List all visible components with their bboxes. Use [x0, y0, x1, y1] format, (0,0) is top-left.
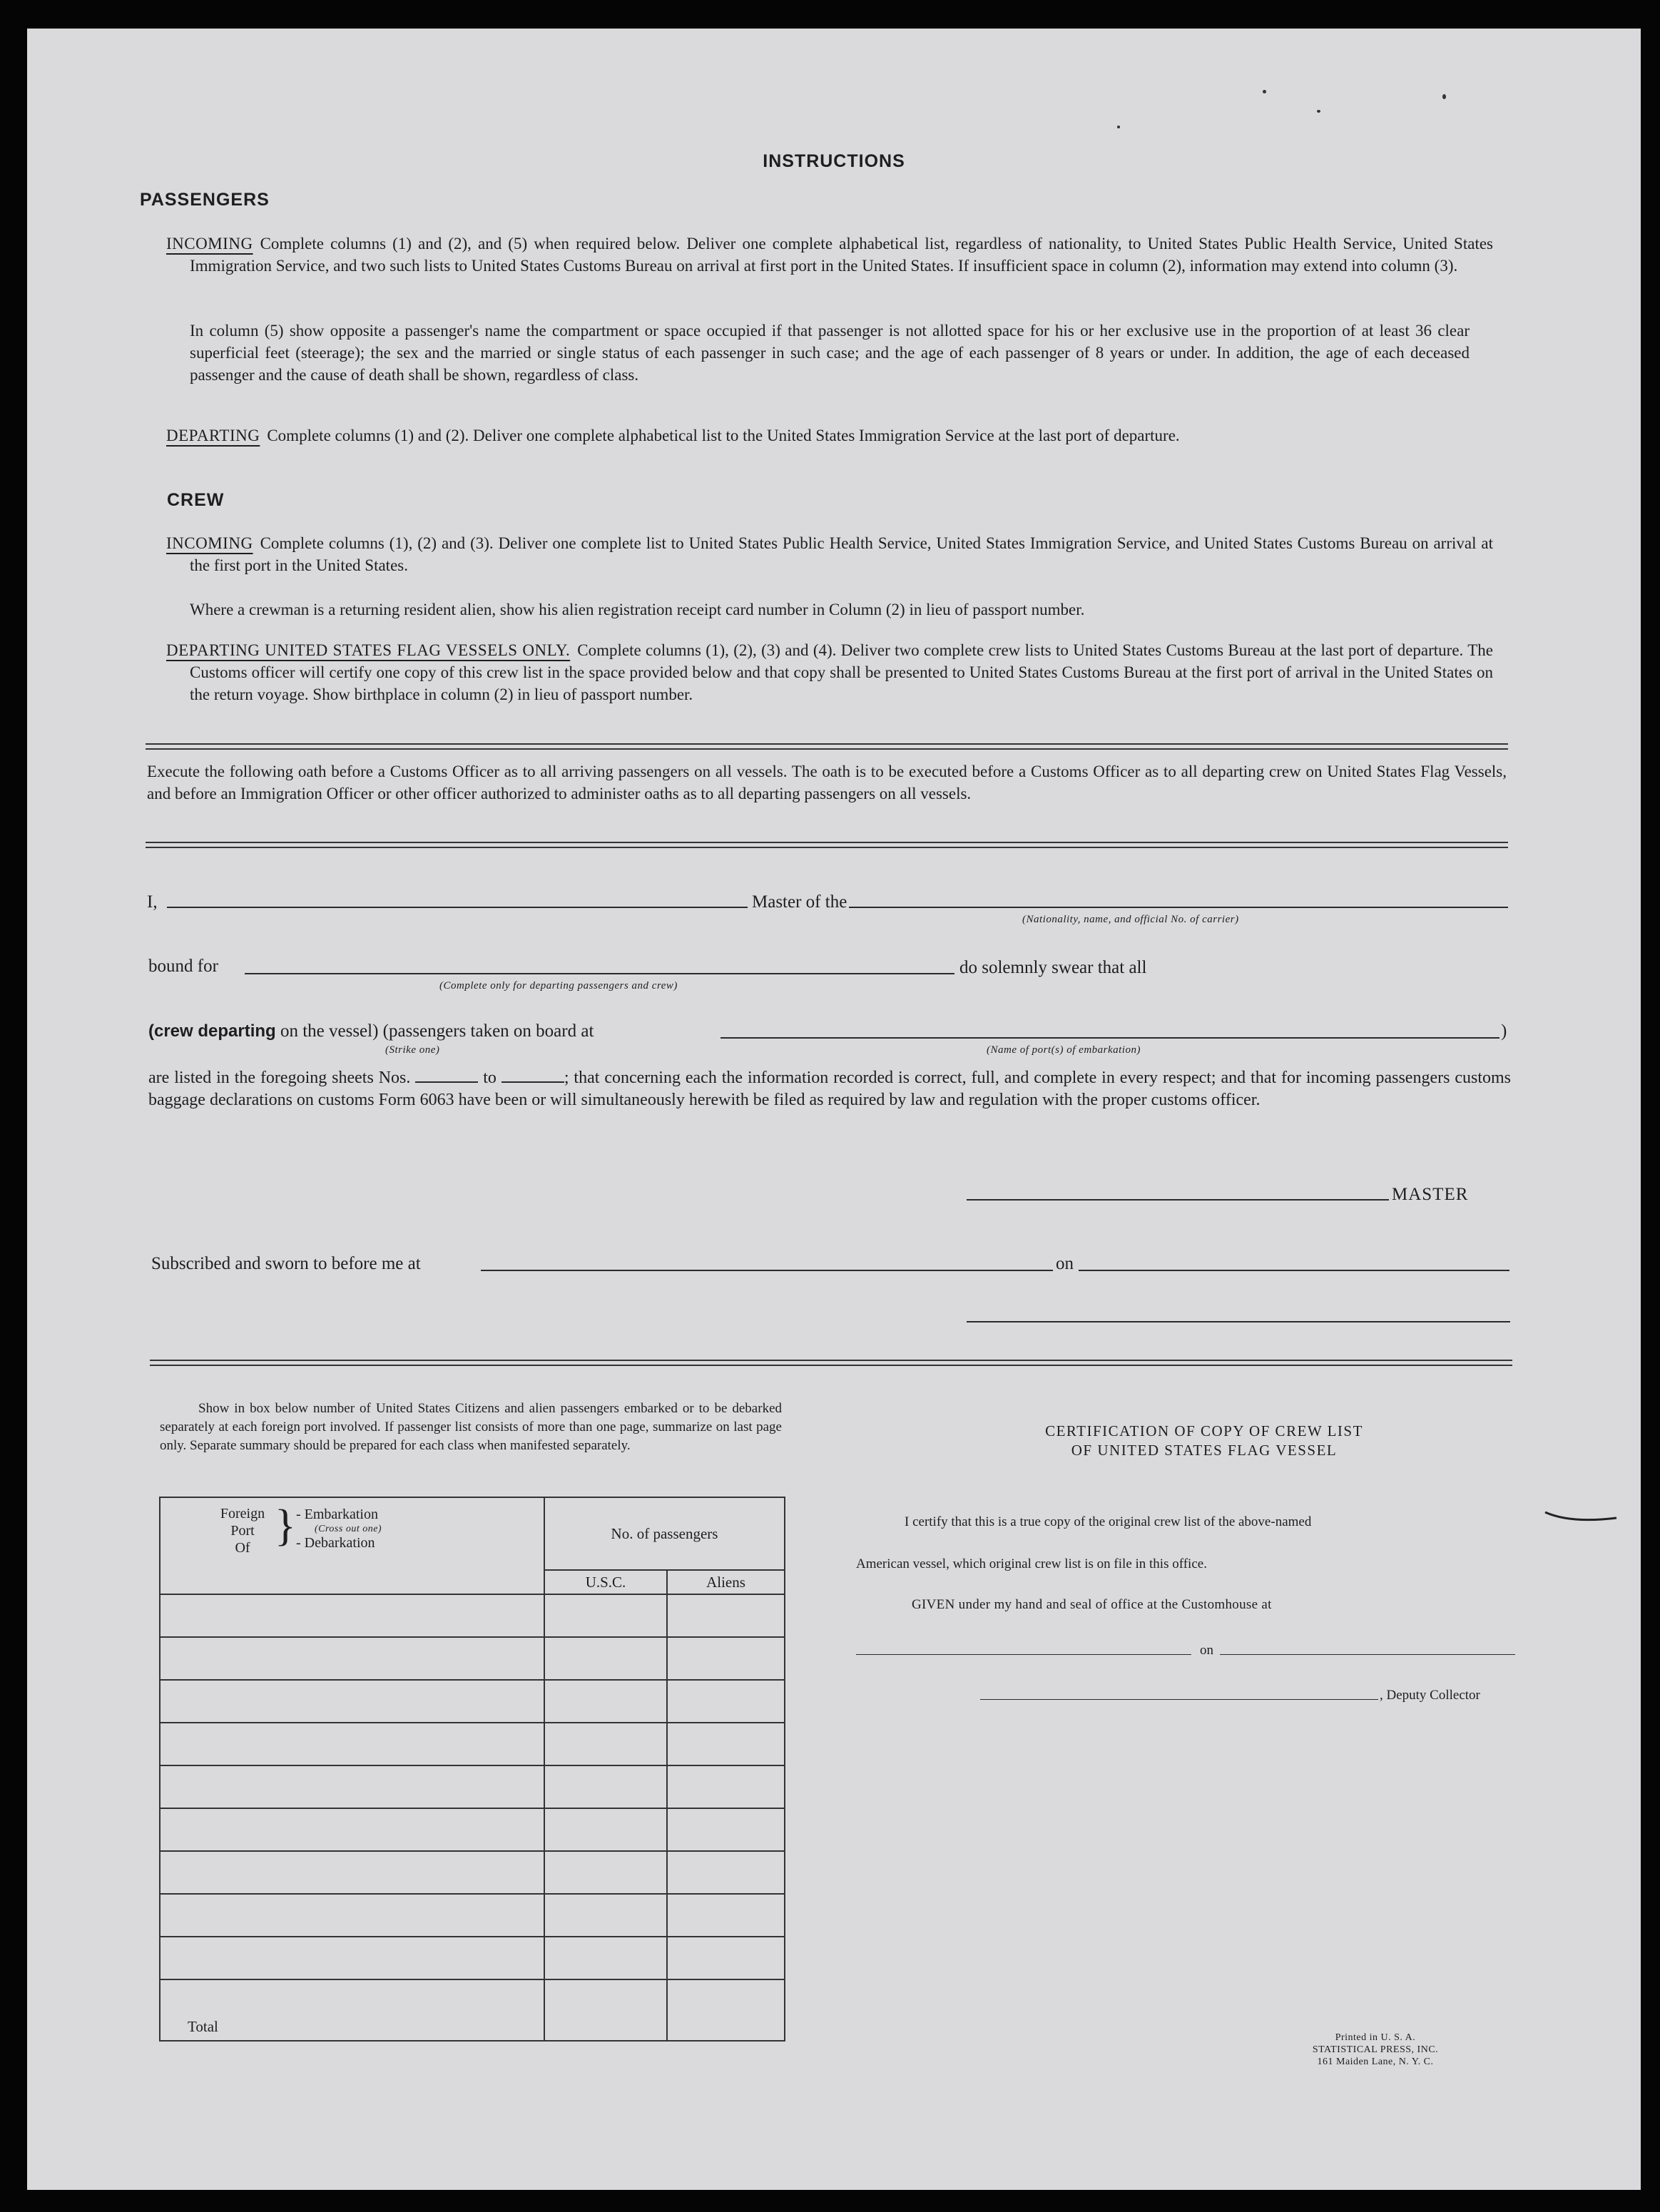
crew-incoming-paragraph — [166, 532, 1493, 576]
usc-cell[interactable] — [544, 1680, 667, 1723]
printer-imprint — [1283, 2032, 1468, 2068]
ink-speck — [1317, 110, 1320, 113]
bound-for-label: bound for — [148, 957, 218, 976]
ink-speck — [1442, 94, 1446, 99]
section-divider — [150, 1360, 1512, 1366]
pen-mark-icon — [1542, 1508, 1621, 1525]
section-divider — [146, 743, 1508, 750]
carrier-field[interactable] — [849, 907, 1508, 908]
usc-cell[interactable] — [544, 1851, 667, 1894]
subscribed-label: Subscribed and sworn to before me at — [151, 1254, 421, 1273]
port-cell[interactable] — [160, 1894, 544, 1937]
listed-paragraph — [148, 1067, 1511, 1111]
passengers-incoming-paragraph — [166, 233, 1493, 277]
usc-cell[interactable] — [544, 1894, 667, 1937]
port-cell[interactable] — [160, 1723, 544, 1765]
aliens-total-cell[interactable] — [667, 1979, 785, 2041]
aliens-cell[interactable] — [667, 1851, 785, 1894]
usc-total-cell[interactable] — [544, 1979, 667, 2041]
crew-departing-paragraph — [166, 639, 1493, 705]
aliens-cell[interactable] — [667, 1765, 785, 1808]
crew-departing-option[interactable]: (crew departing — [148, 1021, 276, 1041]
ink-speck — [1117, 126, 1120, 128]
total-label: Total — [160, 1979, 544, 2041]
listed-text-end: ; that concerning each the information recorded is correct, full, and complete in every respect; and that for incoming passengers customs baggage declarations on customs Form 6063 have been or will simultaneously herewith be filed as required by law and regulation with the proper customs officer. — [148, 1069, 1512, 1109]
crew-departing-label: DEPARTING UNITED STATES FLAG VESSELS ONLY. — [166, 641, 571, 659]
column5-paragraph: In column (5) show opposite a passenger's name the compartment or space occupied if that passenger is not allotted space for his or her exclusive use in the proportion of at least 36 clear superficial feet (steerage); the sex and the married or single status of each passenger in such case; and the age of each passenger of 8 years or under. In addition, the age of each deceased passenger and the cause of death shall be shown, regardless of class. — [190, 322, 1470, 384]
of-text: Of — [235, 1540, 250, 1556]
deputy-signature-field[interactable] — [980, 1699, 1378, 1700]
close-paren: ) — [1501, 1021, 1507, 1041]
i-label: I, — [147, 892, 158, 912]
given-line: GIVEN under my hand and seal of office at the Customhouse at — [912, 1597, 1272, 1612]
certify-line2: American vessel, which original crew list is on file in this office. — [856, 1556, 1207, 1571]
departing-label: DEPARTING — [166, 427, 260, 444]
aliens-cell[interactable] — [667, 1594, 785, 1637]
aliens-cell[interactable] — [667, 1937, 785, 1979]
aliens-cell[interactable] — [667, 1894, 785, 1937]
master-of-label: Master of the — [752, 892, 847, 912]
cert-date-field[interactable] — [1220, 1654, 1515, 1655]
cert-on-label: on — [1200, 1643, 1213, 1658]
section-divider — [146, 842, 1508, 848]
sheet-from-field[interactable] — [415, 1081, 478, 1083]
strike-caption: (Strike one) — [385, 1044, 440, 1056]
usc-cell[interactable] — [544, 1808, 667, 1851]
crew-heading: CREW — [167, 490, 225, 510]
officer-signature-field[interactable] — [967, 1321, 1510, 1322]
no-passengers-header: No. of passengers — [544, 1497, 785, 1570]
customhouse-field[interactable] — [856, 1654, 1191, 1655]
embarkation-port-field[interactable] — [720, 1037, 1499, 1039]
sheet-to-field[interactable] — [501, 1081, 564, 1083]
embarkation-option[interactable]: - Embarkation — [296, 1507, 378, 1522]
bound-caption: (Complete only for departing passengers and crew) — [439, 980, 678, 992]
usc-header: U.S.C. — [544, 1570, 667, 1594]
oath-intro: Execute the following oath before a Customs Officer as to all arriving passengers on all vessels. The oath is to be executed before a Customs Officer as to all departing crew on United States Flag Vessels, and before an Immigration Officer or other officer authorized to administer oaths as to all departing passengers on all vessels. — [147, 763, 1507, 802]
foreign-port-of — [210, 1505, 275, 1556]
usc-cell[interactable] — [544, 1765, 667, 1808]
brace-icon: } — [275, 1502, 296, 1550]
port-cell[interactable] — [160, 1937, 544, 1979]
deputy-collector-label: , Deputy Collector — [1380, 1688, 1480, 1703]
passengers-heading: PASSENGERS — [140, 190, 270, 210]
master-signature-field[interactable] — [967, 1199, 1389, 1201]
printer-line2: STATISTICAL PRESS, INC. — [1312, 2044, 1439, 2055]
crew-incoming-text: Complete columns (1), (2) and (3). Deliver one complete list to United States Public Health Service, United States Immigration Service, and United States Customs Bureau on arrival at the first port in the United States. — [190, 534, 1493, 574]
listed-to-label: to — [483, 1069, 497, 1087]
usc-cell[interactable] — [544, 1594, 667, 1637]
master-name-field[interactable] — [167, 907, 748, 908]
sworn-date-field[interactable] — [1079, 1270, 1509, 1271]
printer-line1: Printed in U. S. A. — [1335, 2032, 1416, 2043]
port-cell[interactable] — [160, 1637, 544, 1680]
port-cell[interactable] — [160, 1680, 544, 1723]
port-cell[interactable] — [160, 1765, 544, 1808]
usc-cell[interactable] — [544, 1637, 667, 1680]
port-cell[interactable] — [160, 1851, 544, 1894]
on-label: on — [1056, 1254, 1074, 1273]
usc-cell[interactable] — [544, 1723, 667, 1765]
certification-title-line2: OF UNITED STATES FLAG VESSEL — [1071, 1442, 1338, 1459]
departing-text: Complete columns (1) and (2). Deliver one complete alphabetical list to the United States Immigration Service at the last port of departure. — [267, 427, 1180, 444]
master-label: MASTER — [1392, 1185, 1469, 1204]
aliens-cell[interactable] — [667, 1637, 785, 1680]
ink-speck — [1263, 90, 1266, 93]
summary-note: Show in box below number of United States Citizens and alien passengers embarked or to be debarked separately at each foreign port involved. If passenger list consists of more than one page, summarize on last page only. Separate summary should be prepared for each class when manifested separately. — [160, 1401, 782, 1453]
embark-options — [296, 1507, 382, 1551]
certification-title-line1: CERTIFICATION OF COPY OF CREW LIST — [1045, 1422, 1363, 1439]
carrier-caption: (Nationality, name, and official No. of carrier) — [1022, 914, 1239, 925]
aliens-cell[interactable] — [667, 1808, 785, 1851]
foreign-text: Foreign — [220, 1506, 265, 1522]
sworn-place-field[interactable] — [481, 1270, 1053, 1271]
strike-choice-line — [148, 1021, 594, 1041]
usc-cell[interactable] — [544, 1937, 667, 1979]
debarkation-option[interactable]: - Debarkation — [296, 1535, 375, 1551]
passenger-summary-table — [159, 1497, 785, 2042]
form-page — [27, 29, 1641, 2190]
crew-departing-text: Complete columns (1), (2), (3) and (4). Deliver two complete crew lists to United States Customs Bureau at the last port of departure. The Customs officer will certify one copy of this crew list in the space provided below and that copy shall be presented to United States Customs Bureau at the first port of arrival in the United States on the return voyage. Show birthplace in column (2) in lieu of passport number. — [190, 641, 1493, 703]
incoming-text: Complete columns (1) and (2), and (5) when required below. Deliver one complete alphabetical list, regardless of nationality, to United States Public Health Service, United States Immigration Service, and two such lists to United States Customs Bureau on arrival at first port in the United States. If insufficient space in column (2), information may extend into column (3). — [190, 235, 1493, 275]
port-cell[interactable] — [160, 1594, 544, 1637]
passengers-taken-option[interactable]: (passengers taken on board at — [382, 1021, 594, 1041]
incoming-label: INCOMING — [166, 235, 253, 253]
port-text: Port — [230, 1523, 255, 1539]
port-cell[interactable] — [160, 1808, 544, 1851]
aliens-header: Aliens — [667, 1570, 785, 1594]
certify-line1: I certify that this is a true copy of the original crew list of the above-named — [905, 1514, 1312, 1529]
swear-label: do solemnly swear that all — [959, 958, 1147, 977]
resident-alien-paragraph: Where a crewman is a returning resident alien, show his alien registration receipt card number in Column (2) in lieu of passport number. — [190, 601, 1085, 618]
on-vessel-text: on the vessel) — [280, 1021, 379, 1041]
bound-for-field[interactable] — [245, 973, 954, 974]
certification-title — [847, 1422, 1561, 1460]
page-title: INSTRUCTIONS — [763, 151, 905, 171]
aliens-cell[interactable] — [667, 1723, 785, 1765]
printer-line3: 161 Maiden Lane, N. Y. C. — [1317, 2056, 1434, 2067]
cross-out-caption: (Cross out one) — [315, 1524, 382, 1534]
listed-text-start: are listed in the foregoing sheets Nos. — [148, 1069, 411, 1087]
ports-caption: (Name of port(s) of embarkation) — [987, 1044, 1141, 1056]
crew-incoming-label: INCOMING — [166, 534, 253, 552]
port-header-cell — [160, 1497, 544, 1594]
passengers-departing-paragraph — [166, 424, 1493, 447]
aliens-cell[interactable] — [667, 1680, 785, 1723]
